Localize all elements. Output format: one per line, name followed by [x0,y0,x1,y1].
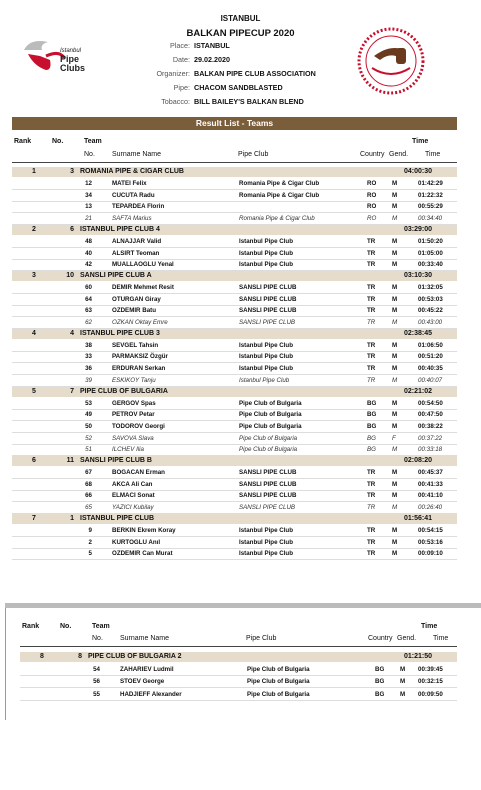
team-name: ISTANBUL PIPE CLUB 4 [80,225,160,233]
member-no: 36 [85,365,92,373]
col-rank: Rank [14,138,32,145]
member-country: BG [375,678,385,686]
member-gender: M [392,215,398,223]
member-no: 55 [93,690,100,698]
member-club: Romania Pipe & Cigar Club [239,180,320,187]
member-time: 01:06:50 [418,341,443,349]
member-time: 00:53:03 [418,295,443,303]
member-gender: M [400,678,406,686]
col-gender: Gend. [389,151,409,158]
member-no: 13 [85,203,92,211]
team-name: ROMANIA PIPE & CIGAR CLUB [80,168,184,175]
member-name: YAZICI Kubilay [112,504,154,512]
member-gender: M [392,469,398,476]
member-country: TR [367,283,376,291]
team-band [20,652,457,662]
member-club: SANSLI PIPE CLUB [239,283,297,291]
member-time: 00:53:16 [418,538,443,546]
member-gender: M [392,492,398,500]
member-time: 00:51:20 [418,353,443,361]
team-no: 4 [70,329,74,337]
member-country: TR [367,550,376,558]
member-time: 00:43:00 [418,319,443,326]
member-row [12,190,457,202]
member-country: RO [367,191,377,199]
member-row [12,467,457,479]
member-row [20,676,457,688]
member-name: MATEI Felix [112,180,147,187]
member-name: SEVGEL Tahsin [112,341,159,349]
member-no: 53 [85,399,92,407]
member-gender: M [392,365,398,373]
member-name: ESKIKOY Tanju [112,376,156,384]
member-time: 01:22:32 [418,191,443,199]
member-country: TR [367,365,376,373]
member-club: Istanbul Pipe Club [239,353,293,361]
team-rank: 1 [32,168,36,175]
team-rank: 4 [32,329,36,337]
member-gender: M [392,538,398,546]
member-row [12,444,457,456]
col-country: Country [360,151,385,158]
svg-text:Istanbul: Istanbul [60,48,82,54]
col-sub-time: Time [425,151,441,158]
member-no: 48 [85,237,92,245]
member-gender: M [392,411,398,419]
member-name: ERDURAN Serkan [112,365,166,373]
member-name: SAVOVA Slava [112,434,154,442]
col-surname: Surname Name [112,151,162,158]
member-name: STOEV George [120,678,165,686]
member-name: ALNAJJAR Valid [112,237,162,245]
member-name: ILCHEV Ilia [112,446,144,454]
team-no: 6 [70,225,74,233]
member-country: TR [367,249,376,257]
team-time: 01:56:41 [404,514,433,522]
team-band [12,387,457,397]
member-country: TR [367,376,376,384]
member-time: 00:41:33 [418,480,443,488]
team-name: ISTANBUL PIPE CLUB [80,514,155,522]
member-no: 50 [85,422,92,430]
member-no: 60 [85,283,92,291]
member-time: 00:38:22 [418,422,443,430]
team-rank: 6 [32,457,36,464]
member-name: AKCA Ali Can [112,480,153,488]
team-time: 03:29:00 [404,225,433,233]
member-row [12,294,457,306]
page2-left-rule [5,608,6,720]
meta-tobacco: Tobacco: BILL BAILEY'S BALKAN BLEND [161,97,304,106]
member-club: Pipe Club of Bulgaria [239,411,302,419]
member-row [12,502,457,514]
member-club: SANSLI PIPE CLUB [239,492,297,500]
member-name: BOGACAN Erman [112,469,165,476]
member-gender: M [392,283,398,291]
member-no: 34 [85,191,92,199]
member-club: Istanbul Pipe Club [239,550,293,558]
team-band [12,167,457,177]
member-time: 00:26:40 [418,504,443,512]
member-club: Istanbul Pipe Club [239,261,293,269]
member-country: TR [367,504,376,512]
member-country: TR [367,261,376,269]
member-no: 40 [85,249,92,257]
team-band [12,456,457,466]
member-country: RO [367,180,377,187]
member-name: ELMACI Sonat [112,492,155,500]
member-club: SANSLI PIPE CLUB [239,504,296,512]
member-row [20,689,457,701]
member-gender: M [392,376,398,384]
page-divider [5,603,481,608]
member-row [12,433,457,445]
team-rank: 7 [32,514,36,522]
result-list-title-bar: Result List - Teams [12,117,457,130]
team-band [12,225,457,235]
p2-col-surname: Surname Name [120,635,170,642]
member-no: 2 [88,538,92,546]
col-pipe-club: Pipe Club [238,151,269,158]
member-club: SANSLI PIPE CLUB [239,469,297,476]
member-row [12,201,457,213]
member-name: TEPARDEA Florin [112,203,165,211]
header-separator [12,162,457,163]
member-name: TODOROV Georgi [112,422,165,430]
member-time: 00:55:29 [418,203,443,211]
member-time: 00:34:40 [418,215,443,223]
member-time: 00:54:50 [418,399,443,407]
member-name: GERGOV Spas [112,399,156,407]
member-no: 66 [85,492,92,500]
member-time: 01:42:29 [418,180,443,187]
member-time: 00:54:15 [418,526,443,534]
member-club: SANSLI PIPE CLUB [239,319,296,326]
member-club: Pipe Club of Bulgaria [239,446,298,454]
member-gender: M [392,353,398,361]
meta-organizer: Organizer: BALKAN PIPE CLUB ASSOCIATION [156,69,316,78]
member-no: 21 [85,215,92,223]
member-row [12,375,457,387]
member-time: 01:50:20 [418,237,443,245]
team-band [12,271,457,281]
member-gender: M [392,422,398,430]
member-no: 49 [85,411,92,419]
member-club: Pipe Club of Bulgaria [239,422,302,430]
member-time: 01:32:05 [418,283,443,291]
member-time: 01:05:00 [418,249,443,257]
member-gender: M [392,203,398,211]
member-country: TR [367,341,376,349]
team-time: 01:21:50 [404,653,433,660]
member-club: Romania Pipe & Cigar Club [239,215,315,223]
team-time: 02:21:02 [404,387,433,395]
member-time: 00:40:07 [418,376,443,384]
member-name: CUCUTA Radu [112,191,155,199]
p2-col-no: No. [60,623,72,630]
member-row [12,282,457,294]
member-row [12,490,457,502]
team-no: 7 [70,387,74,395]
member-no: 9 [88,526,92,534]
member-name: ZAHARIEV Ludmil [120,666,174,673]
team-no: 10 [66,271,74,279]
team-name: PIPE CLUB OF BULGARIA [80,387,168,395]
team-rank: 5 [32,387,36,395]
member-club: Romania Pipe & Cigar Club [239,191,320,199]
team-name: PIPE CLUB OF BULGARIA 2 [88,653,182,660]
member-country: RO [367,203,377,211]
member-row [12,259,457,271]
member-no: 64 [85,295,92,303]
member-gender: M [392,307,398,315]
member-time: 00:09:10 [418,550,443,558]
member-country: TR [367,526,376,534]
team-rank: 8 [40,653,44,660]
member-time: 00:47:50 [418,411,443,419]
member-club: Istanbul Pipe Club [239,249,293,257]
member-name: OZKAN Oktay Emre [112,319,168,326]
member-club: Istanbul Pipe Club [239,341,293,349]
member-gender: M [392,319,398,326]
col-sub-no: No. [84,151,95,158]
member-row [20,664,457,676]
member-no: 38 [85,341,92,349]
col-time: Time [412,138,429,145]
member-country: RO [367,215,377,223]
member-no: 54 [93,666,100,673]
member-gender: M [392,550,398,558]
meta-place: Place: ISTANBUL [170,41,230,50]
team-no: 8 [78,653,82,660]
member-club: Pipe Club of Bulgaria [247,678,310,686]
member-time: 00:32:15 [418,678,443,686]
p2-col-time: Time [421,623,438,630]
balkan-pipe-club-seal-logo [356,26,426,96]
member-row [12,305,457,317]
member-name: PARMAKSIZ Özgür [112,353,168,361]
member-name: HADJIEFF Alexander [120,690,182,698]
member-row [12,236,457,248]
member-name: OZDEMIR Batu [112,307,156,315]
member-club: Istanbul Pipe Club [239,237,293,245]
p2-col-team: Team [92,623,110,630]
member-club: SANSLI PIPE CLUB [239,307,297,315]
member-row [12,317,457,329]
member-name: PETROV Petar [112,411,155,419]
member-club: Istanbul Pipe Club [239,365,293,373]
member-gender: M [392,249,398,257]
member-gender: M [392,504,398,512]
member-row [12,340,457,352]
member-no: 51 [85,446,92,454]
member-country: TR [367,469,376,476]
member-club: Istanbul Pipe Club [239,538,293,546]
member-club: SANSLI PIPE CLUB [239,480,297,488]
svg-text:Clubs: Clubs [60,63,86,73]
team-name: SANSLI PIPE CLUB B [80,457,152,464]
member-country: TR [367,237,376,245]
member-no: 65 [85,504,92,512]
member-gender: M [392,446,398,454]
member-name: DEMIR Mehmet Resit [112,283,174,291]
member-club: Pipe Club of Bulgaria [239,399,302,407]
team-name: ISTANBUL PIPE CLUB 3 [80,329,160,337]
member-gender: M [392,295,398,303]
member-row [12,537,457,549]
member-row [12,351,457,363]
member-gender: M [392,237,398,245]
member-name: OTURGAN Giray [112,295,161,303]
member-row [12,363,457,375]
member-gender: M [392,191,398,199]
member-no: 33 [85,353,92,361]
member-gender: M [392,341,398,349]
member-name: MUALLAOGLU Yenal [112,261,174,269]
p2-col-sub-time: Time [433,635,449,642]
p2-col-country: Country [368,635,393,642]
header-title: BALKAN PIPECUP 2020 [186,28,295,39]
p2-col-pipe-club: Pipe Club [246,635,277,642]
member-no: 39 [85,376,92,384]
member-row [12,409,457,421]
header-city: ISTANBUL [220,14,261,23]
member-no: 67 [85,469,92,476]
p2-col-sub-no: No. [92,635,103,642]
member-country: TR [367,538,376,546]
p2-header-separator [20,646,457,647]
member-row [12,421,457,433]
member-time: 00:37:22 [418,434,443,442]
member-row [12,479,457,491]
member-time: 00:33:18 [418,446,443,454]
member-no: 42 [85,261,92,269]
member-time: 00:41:10 [418,492,443,500]
member-time: 00:33:40 [418,261,443,269]
member-club: Pipe Club of Bulgaria [247,666,310,673]
member-gender: M [392,480,398,488]
member-country: TR [367,480,376,488]
member-time: 00:39:45 [418,666,443,673]
member-row [12,525,457,537]
col-no: No. [52,138,64,145]
member-row [12,548,457,560]
member-country: TR [367,319,376,326]
team-band [12,329,457,339]
member-country: BG [375,666,385,673]
team-time: 03:10:30 [404,271,433,279]
member-club: Istanbul Pipe Club [239,526,293,534]
p2-col-rank: Rank [22,623,40,630]
member-no: 12 [85,180,92,187]
team-no: 11 [66,457,74,464]
member-name: KURTOGLU Anıl [112,538,161,546]
svg-text:Pipe: Pipe [60,54,80,64]
p2-col-gender: Gend. [397,635,417,642]
member-country: BG [367,446,376,454]
member-row [12,248,457,260]
member-name: ALSIRT Teoman [112,249,160,257]
member-no: 5 [88,550,92,558]
team-no: 3 [70,168,74,175]
meta-date: Date: 29.02.2020 [172,55,230,64]
member-row [12,398,457,410]
member-name: OZDEMIR Can Murat [112,550,173,558]
member-country: BG [367,411,377,419]
team-name: SANSLI PIPE CLUB A [80,271,152,279]
member-gender: M [400,690,406,698]
member-country: BG [367,422,377,430]
member-country: TR [367,295,376,303]
member-club: Pipe Club of Bulgaria [247,690,310,698]
member-time: 00:09:50 [418,690,443,698]
member-no: 52 [85,434,92,442]
member-club: Istanbul Pipe Club [239,376,290,384]
team-time: 02:08:20 [404,457,433,464]
member-time: 00:45:37 [418,469,443,476]
member-gender: F [392,434,396,442]
member-time: 00:45:22 [418,307,443,315]
member-gender: M [392,399,398,407]
member-gender: M [392,261,398,269]
team-no: 1 [70,514,74,522]
member-gender: M [392,180,398,187]
team-time: 04:00:30 [404,168,433,175]
member-no: 63 [85,307,92,315]
member-country: TR [367,492,376,500]
team-rank: 2 [32,225,36,233]
member-no: 62 [85,319,92,326]
member-club: Pipe Club of Bulgaria [239,434,298,442]
member-country: BG [375,690,385,698]
member-no: 56 [93,678,100,686]
team-band [12,514,457,524]
member-time: 00:40:35 [418,365,443,373]
member-country: BG [367,434,376,442]
member-name: SAFTA Marius [112,215,152,223]
member-club: SANSLI PIPE CLUB [239,295,297,303]
member-no: 68 [85,480,92,488]
meta-pipe: Pipe: CHACOM SANDBLASTED [173,83,283,92]
team-time: 02:38:45 [404,329,433,337]
member-country: TR [367,307,376,315]
istanbul-pipe-clubs-logo [20,36,86,84]
col-team: Team [84,138,102,145]
team-rank: 3 [32,271,36,279]
member-gender: M [400,666,406,673]
member-gender: M [392,526,398,534]
member-country: BG [367,399,377,407]
member-country: TR [367,353,376,361]
member-row [12,178,457,190]
member-row [12,213,457,225]
member-name: BERKIN Ekrem Koray [112,526,176,534]
